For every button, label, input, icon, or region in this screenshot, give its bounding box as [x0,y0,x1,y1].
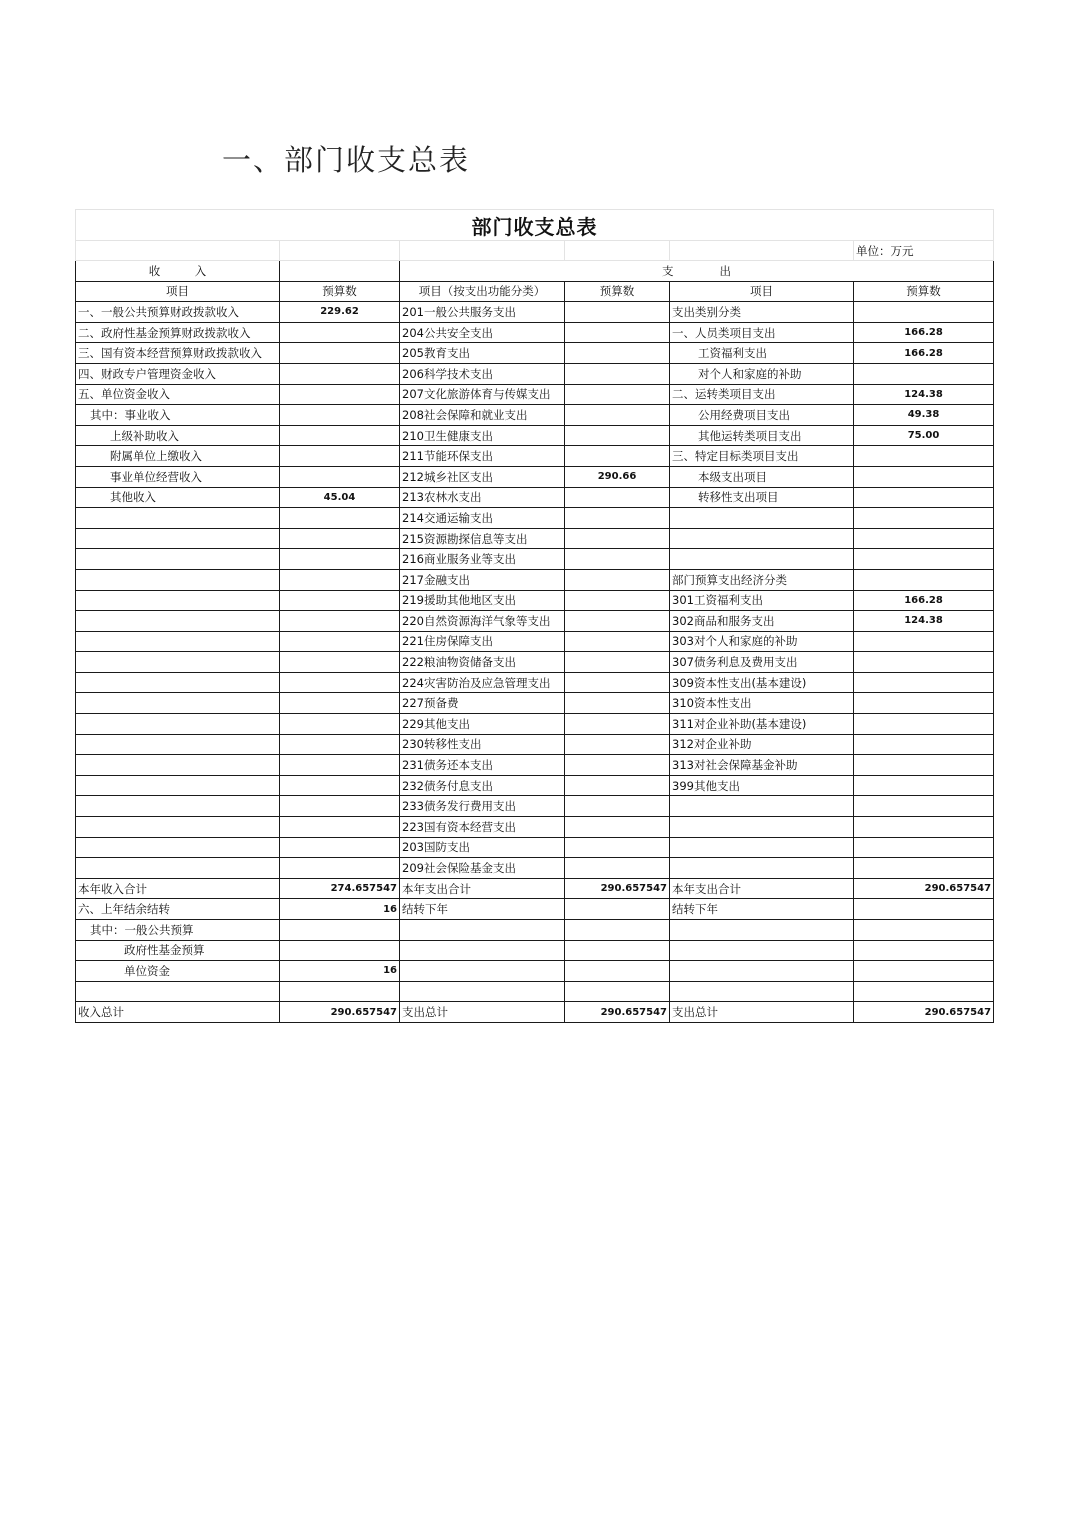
table-row [76,508,994,529]
cat-amount-cell [854,899,994,920]
func-item-cell: 216商业服务业等支出 [400,549,565,570]
income-item-cell: 其他收入 [76,487,280,508]
cat-item-cell [670,817,854,838]
func-amount-cell [565,940,670,961]
func-amount-cell [565,363,670,384]
cat-item-cell: 工资福利支出 [670,343,854,364]
func-item-cell: 233债务发行费用支出 [400,796,565,817]
income-item-cell: 附属单位上缴收入 [76,446,280,467]
income-amount-cell [280,569,400,590]
func-item-cell: 支出总计 [400,1002,565,1023]
func-amount-cell [565,796,670,817]
func-item-cell [400,920,565,941]
cat-amount-cell: 166.28 [854,343,994,364]
page-heading: 一、部门收支总表 [222,143,471,177]
func-item-cell: 220自然资源海洋气象等支出 [400,611,565,632]
cat-item-cell: 对个人和家庭的补助 [670,363,854,384]
cat-amount-cell [854,487,994,508]
cat-item-cell: 结转下年 [670,899,854,920]
func-amount-cell [565,775,670,796]
header-func-amount: 预算数 [565,281,670,302]
income-amount-cell: 290.657547 [280,1002,400,1023]
func-item-cell: 232债务付息支出 [400,775,565,796]
cat-item-cell [670,837,854,858]
header-income-amount: 预算数 [280,281,400,302]
income-item-cell: 四、财政专户管理资金收入 [76,363,280,384]
cat-amount-cell [854,920,994,941]
func-item-cell: 231债务还本支出 [400,755,565,776]
func-item-cell: 223国有资本经营支出 [400,817,565,838]
income-item-cell [76,858,280,879]
income-amount-cell: 229.62 [280,302,400,323]
income-amount-cell [280,775,400,796]
func-amount-cell [565,446,670,467]
table-row [76,569,994,590]
table-row [76,961,994,982]
cat-amount-cell [854,569,994,590]
func-amount-cell [565,714,670,735]
table-row [76,899,994,920]
func-item-cell: 222粮油物资储备支出 [400,652,565,673]
income-amount-cell: 16 [280,899,400,920]
func-amount-cell [565,343,670,364]
cat-item-cell: 309资本性支出(基本建设) [670,672,854,693]
income-item-cell [76,508,280,529]
income-amount-cell [280,714,400,735]
func-item-cell: 227预备费 [400,693,565,714]
table-row [76,837,994,858]
cat-amount-cell [854,672,994,693]
income-amount-cell [280,363,400,384]
cat-amount-cell [854,508,994,529]
cat-amount-cell: 290.657547 [854,878,994,899]
income-item-cell: 政府性基金预算 [76,940,280,961]
income-amount-cell [280,631,400,652]
table-row [76,611,994,632]
income-amount-cell [280,549,400,570]
income-amount-cell [280,693,400,714]
func-amount-cell [565,981,670,1002]
cat-amount-cell: 124.38 [854,611,994,632]
section-expense: 支 出 [400,261,994,282]
column-header-row [76,281,994,302]
func-item-cell: 229其他支出 [400,714,565,735]
income-item-cell: 其中：事业收入 [76,405,280,426]
table-row [76,363,994,384]
table-row [76,672,994,693]
func-amount-cell [565,837,670,858]
table-row [76,734,994,755]
cat-amount-cell: 290.657547 [854,1002,994,1023]
func-item-cell [400,961,565,982]
income-amount-cell [280,528,400,549]
cat-item-cell: 其他运转类项目支出 [670,425,854,446]
cat-item-cell: 支出总计 [670,1002,854,1023]
income-item-cell: 本年收入合计 [76,878,280,899]
table-row [76,487,994,508]
func-item-cell: 230转移性支出 [400,734,565,755]
func-item-cell: 214交通运输支出 [400,508,565,529]
budget-sheet [75,209,993,1023]
table-row [76,920,994,941]
income-amount-cell: 274.657547 [280,878,400,899]
cat-item-cell: 311对企业补助(基本建设) [670,714,854,735]
income-item-cell: 三、国有资本经营预算财政拨款收入 [76,343,280,364]
income-amount-cell: 16 [280,961,400,982]
table-title: 部门收支总表 [76,210,994,241]
income-amount-cell [280,384,400,405]
cat-item-cell [670,940,854,961]
func-item-cell: 219援助其他地区支出 [400,590,565,611]
cat-amount-cell [854,755,994,776]
income-amount-cell [280,508,400,529]
cat-amount-cell [854,446,994,467]
func-item-cell: 204公共安全支出 [400,322,565,343]
cat-item-cell: 公用经费项目支出 [670,405,854,426]
income-amount-cell [280,817,400,838]
func-amount-cell [565,487,670,508]
func-amount-cell: 290.657547 [565,1002,670,1023]
cat-amount-cell [854,734,994,755]
cat-item-cell: 312对企业补助 [670,734,854,755]
section-header-row [76,261,994,282]
table-row [76,446,994,467]
income-item-cell [76,652,280,673]
func-amount-cell [565,817,670,838]
income-amount-cell [280,425,400,446]
func-amount-cell: 290.657547 [565,878,670,899]
table-row [76,755,994,776]
table-row [76,549,994,570]
income-item-cell [76,549,280,570]
income-item-cell [76,611,280,632]
cat-amount-cell [854,631,994,652]
cat-amount-cell: 49.38 [854,405,994,426]
table-row [76,384,994,405]
income-amount-cell [280,446,400,467]
income-item-cell [76,796,280,817]
table-row [76,940,994,961]
cat-amount-cell: 166.28 [854,590,994,611]
income-amount-cell [280,466,400,487]
income-amount-cell: 45.04 [280,487,400,508]
func-amount-cell [565,631,670,652]
income-amount-cell [280,940,400,961]
cat-item-cell [670,920,854,941]
cat-item-cell [670,981,854,1002]
func-item-cell: 211节能环保支出 [400,446,565,467]
table-row [76,631,994,652]
income-item-cell: 五、单位资金收入 [76,384,280,405]
table-row [76,590,994,611]
income-item-cell: 其中：一般公共预算 [76,920,280,941]
cat-item-cell [670,796,854,817]
func-item-cell: 213农林水支出 [400,487,565,508]
table-title-row [76,210,994,241]
cat-item-cell: 三、特定目标类项目支出 [670,446,854,467]
cat-item-cell [670,508,854,529]
func-item-cell: 207文化旅游体育与传媒支出 [400,384,565,405]
income-amount-cell [280,405,400,426]
func-item-cell: 212城乡社区支出 [400,466,565,487]
income-amount-cell [280,652,400,673]
income-amount-cell [280,858,400,879]
income-item-cell [76,569,280,590]
func-item-cell: 209社会保险基金支出 [400,858,565,879]
income-item-cell [76,817,280,838]
cat-amount-cell [854,528,994,549]
income-item-cell: 收入总计 [76,1002,280,1023]
cat-item-cell: 转移性支出项目 [670,487,854,508]
func-item-cell: 结转下年 [400,899,565,920]
income-amount-cell [280,343,400,364]
table-row [76,1002,994,1023]
header-func-item: 项目（按支出功能分类） [400,281,565,302]
table-row [76,466,994,487]
cat-amount-cell [854,714,994,735]
cat-amount-cell [854,940,994,961]
income-item-cell [76,631,280,652]
table-row [76,425,994,446]
func-amount-cell [565,652,670,673]
cat-item-cell [670,549,854,570]
income-item-cell [76,775,280,796]
func-amount-cell [565,693,670,714]
table-row [76,652,994,673]
income-amount-cell [280,755,400,776]
cat-item-cell: 支出类别分类 [670,302,854,323]
income-item-cell: 一、一般公共预算财政拨款收入 [76,302,280,323]
func-item-cell [400,940,565,961]
func-amount-cell [565,734,670,755]
cat-amount-cell [854,363,994,384]
cat-amount-cell [854,796,994,817]
func-amount-cell [565,322,670,343]
income-amount-cell [280,611,400,632]
func-amount-cell [565,569,670,590]
cat-item-cell: 二、运转类项目支出 [670,384,854,405]
income-amount-cell [280,920,400,941]
unit-row [76,241,994,261]
table-row [76,796,994,817]
cat-amount-cell: 75.00 [854,425,994,446]
func-item-cell: 215资源勘探信息等支出 [400,528,565,549]
func-amount-cell [565,672,670,693]
func-amount-cell [565,425,670,446]
cat-amount-cell [854,549,994,570]
income-item-cell: 单位资金 [76,961,280,982]
cat-item-cell [670,858,854,879]
func-amount-cell [565,528,670,549]
income-item-cell [76,590,280,611]
func-item-cell: 210卫生健康支出 [400,425,565,446]
table-row [76,981,994,1002]
header-income-item: 项目 [76,281,280,302]
income-item-cell [76,672,280,693]
section-income: 收 入 [76,261,280,282]
func-amount-cell [565,549,670,570]
func-amount-cell [565,384,670,405]
func-item-cell: 221住房保障支出 [400,631,565,652]
income-item-cell [76,734,280,755]
cat-amount-cell [854,466,994,487]
func-amount-cell [565,755,670,776]
func-amount-cell [565,858,670,879]
cat-item-cell: 本级支出项目 [670,466,854,487]
func-item-cell: 206科学技术支出 [400,363,565,384]
income-item-cell [76,755,280,776]
table-row [76,693,994,714]
cat-amount-cell: 166.28 [854,322,994,343]
cat-amount-cell [854,693,994,714]
func-amount-cell [565,961,670,982]
cat-item-cell: 399其他支出 [670,775,854,796]
cat-amount-cell [854,837,994,858]
table-row [76,528,994,549]
income-item-cell [76,714,280,735]
table-row [76,878,994,899]
cat-amount-cell [854,652,994,673]
cat-item-cell: 303对个人和家庭的补助 [670,631,854,652]
cat-item-cell [670,961,854,982]
cat-amount-cell [854,981,994,1002]
func-item-cell: 224灾害防治及应急管理支出 [400,672,565,693]
income-amount-cell [280,981,400,1002]
cat-item-cell: 本年支出合计 [670,878,854,899]
func-amount-cell [565,611,670,632]
header-cat-item: 项目 [670,281,854,302]
header-cat-amount: 预算数 [854,281,994,302]
income-item-cell: 上级补助收入 [76,425,280,446]
cat-item-cell: 302商品和服务支出 [670,611,854,632]
cat-item-cell [670,528,854,549]
func-item-cell: 208社会保障和就业支出 [400,405,565,426]
table-row [76,858,994,879]
income-amount-cell [280,590,400,611]
income-amount-cell [280,837,400,858]
cat-item-cell: 部门预算支出经济分类 [670,569,854,590]
func-amount-cell [565,899,670,920]
func-item-cell: 201一般公共服务支出 [400,302,565,323]
cat-amount-cell: 124.38 [854,384,994,405]
func-amount-cell [565,590,670,611]
table-row [76,322,994,343]
func-item-cell: 本年支出合计 [400,878,565,899]
func-item-cell: 217金融支出 [400,569,565,590]
income-item-cell: 二、政府性基金预算财政拨款收入 [76,322,280,343]
cat-amount-cell [854,817,994,838]
table-row [76,775,994,796]
func-amount-cell [565,405,670,426]
income-amount-cell [280,322,400,343]
cat-amount-cell [854,302,994,323]
table-row [76,714,994,735]
budget-table [75,209,994,1023]
cat-amount-cell [854,858,994,879]
table-row [76,343,994,364]
income-item-cell [76,981,280,1002]
cat-item-cell: 307债务利息及费用支出 [670,652,854,673]
income-item-cell [76,528,280,549]
income-item-cell [76,837,280,858]
table-row [76,405,994,426]
table-row [76,817,994,838]
income-amount-cell [280,672,400,693]
func-amount-cell [565,508,670,529]
func-item-cell [400,981,565,1002]
cat-item-cell: 301工资福利支出 [670,590,854,611]
unit-label: 单位：万元 [854,241,994,261]
income-item-cell: 事业单位经营收入 [76,466,280,487]
cat-item-cell: 一、人员类项目支出 [670,322,854,343]
func-amount-cell: 290.66 [565,466,670,487]
func-item-cell: 205教育支出 [400,343,565,364]
cat-amount-cell [854,961,994,982]
table-row [76,302,994,323]
cat-item-cell: 313对社会保障基金补助 [670,755,854,776]
income-amount-cell [280,796,400,817]
income-item-cell [76,693,280,714]
cat-amount-cell [854,775,994,796]
income-amount-cell [280,734,400,755]
func-item-cell: 203国防支出 [400,837,565,858]
func-amount-cell [565,920,670,941]
cat-item-cell: 310资本性支出 [670,693,854,714]
func-amount-cell [565,302,670,323]
income-item-cell: 六、上年结余结转 [76,899,280,920]
